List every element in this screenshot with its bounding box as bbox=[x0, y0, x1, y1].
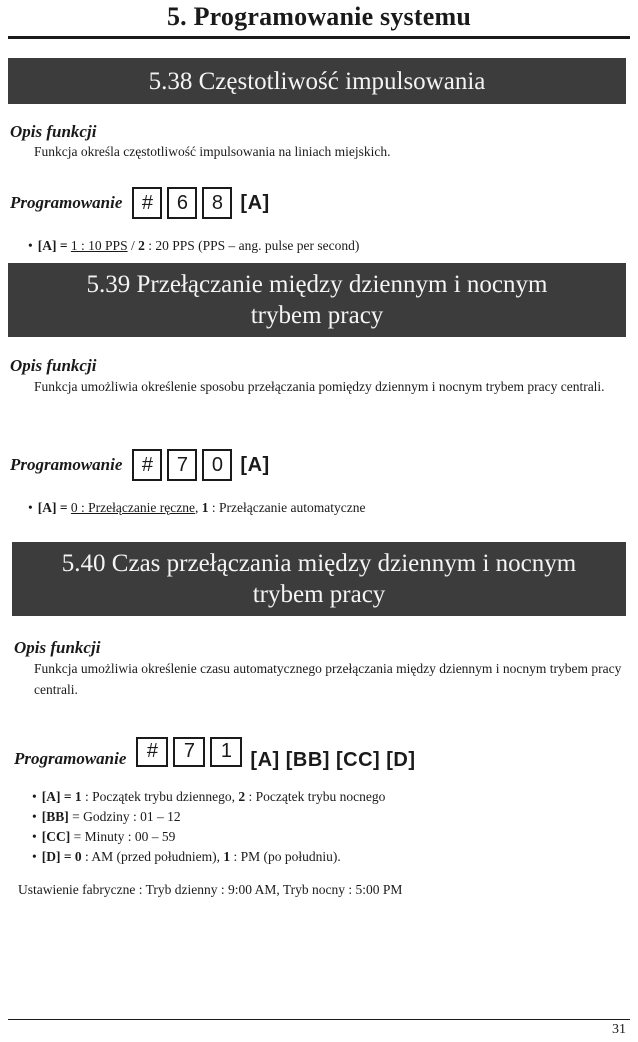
section-540-programming-label: Programowanie bbox=[14, 748, 127, 768]
section-539-banner bbox=[8, 263, 626, 337]
section-539-programming-row bbox=[10, 449, 270, 481]
list-item: • [A] = 1 : Początek trybu dziennego, 2 : Początek trybu nocnego bbox=[32, 787, 385, 807]
list-item: • [BB] = Godziny : 01 – 12 bbox=[32, 807, 385, 827]
chapter-rule bbox=[8, 36, 630, 39]
list-item: • [D] = 0 : AM (przed południem), 1 : PM (po południu). bbox=[32, 847, 385, 867]
section-538-description-label: Opis funkcji bbox=[10, 122, 97, 141]
section-539-programming-label: Programowanie bbox=[10, 455, 123, 474]
section-539-options bbox=[28, 498, 366, 518]
section-540-description-label: Opis funkcji bbox=[14, 638, 101, 657]
section-539-params: [A] bbox=[240, 453, 270, 476]
section-538-programming-row bbox=[10, 187, 270, 219]
key-8: 8 bbox=[202, 187, 232, 219]
section-538-description: Funkcja określa częstotliwość impulsowania na liniach miejskich. bbox=[34, 144, 391, 159]
section-539-description: Funkcja umożliwia określenie sposobu przełączania pomiędzy dziennym i nocnym trybem pracy centrali. bbox=[34, 379, 605, 394]
footer-rule bbox=[8, 1019, 630, 1020]
section-538-params: [A] bbox=[240, 191, 270, 214]
section-538-programming-label: Programowanie bbox=[10, 193, 123, 212]
key-7: 7 bbox=[173, 737, 205, 767]
key-hash: # bbox=[136, 737, 168, 767]
section-538-options bbox=[28, 236, 359, 256]
key-hash: # bbox=[132, 187, 162, 219]
list-item: • [A] = 0 : Przełączanie ręczne, 1 : Przełączanie automatyczne bbox=[28, 498, 366, 518]
section-538-banner bbox=[8, 58, 626, 104]
key-0: 0 bbox=[202, 449, 232, 481]
page-number: 31 bbox=[612, 1022, 626, 1037]
section-540-factory-setting: Ustawienie fabryczne : Tryb dzienny : 9:00 AM, Tryb nocny : 5:00 PM bbox=[18, 882, 403, 897]
section-538-title: 5.38 Częstotliwość impulsowania bbox=[148, 67, 486, 95]
chapter-title: 5. Programowanie systemu bbox=[166, 2, 471, 31]
key-6: 6 bbox=[167, 187, 197, 219]
list-item: • [A] = 1 : 10 PPS / 2 : 20 PPS (PPS – ang. pulse per second) bbox=[28, 236, 359, 256]
section-539-title-line-1: 5.39 Przełączanie między dziennym i nocnym bbox=[86, 271, 548, 298]
section-540-title-line-1: 5.40 Czas przełączania między dziennym i nocnym bbox=[61, 550, 577, 577]
key-hash: # bbox=[132, 449, 162, 481]
section-540-options bbox=[32, 787, 385, 867]
section-540-description: Funkcja umożliwia określenie czasu automatycznego przełączania między dziennym i nocnym trybem pracy centrali. bbox=[34, 661, 622, 697]
key-7: 7 bbox=[167, 449, 197, 481]
key-1: 1 bbox=[210, 737, 242, 767]
section-540-title-line-2: trybem pracy bbox=[252, 581, 386, 608]
list-item: • [CC] = Minuty : 00 – 59 bbox=[32, 827, 385, 847]
section-539-title-line-2: trybem pracy bbox=[250, 302, 384, 329]
section-540-banner bbox=[12, 542, 626, 616]
section-539-description-label: Opis funkcji bbox=[10, 356, 97, 375]
section-540-programming-row bbox=[14, 731, 416, 772]
section-540-params: [A] [BB] [CC] [D] bbox=[250, 749, 416, 771]
